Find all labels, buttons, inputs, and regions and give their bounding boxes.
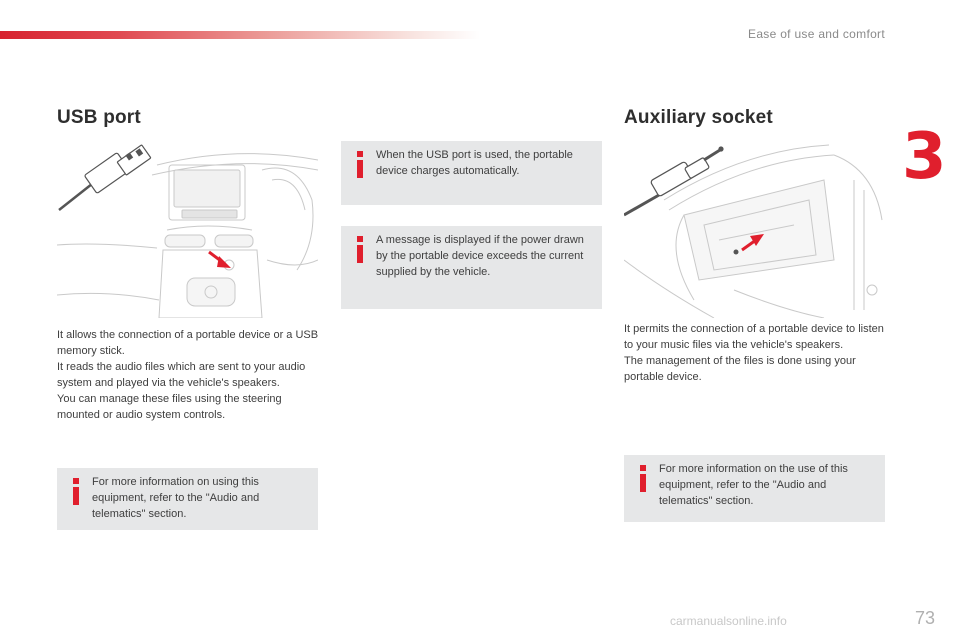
aux-paragraph-1: It permits the connection of a portable device to listen to your music files via the vehicle's speakers. (624, 323, 884, 351)
info-icon (69, 477, 83, 507)
usb-paragraph-2: It reads the audio files which are sent to your audio system and played via the vehicle's speakers. (57, 361, 306, 389)
jack-plug-icon (624, 147, 723, 215)
aux-info-note (624, 455, 885, 522)
chapter-number: 3 (902, 120, 947, 194)
aux-info-text: For more information on the use of this equipment, refer to the "Audio and telematics" section. (659, 463, 848, 507)
header-accent-bar (0, 31, 480, 39)
usb-paragraph-3: You can manage these files using the steering mounted or audio system controls. (57, 393, 282, 421)
aux-section-title: Auxiliary socket (624, 107, 773, 128)
usb-port-illustration (57, 140, 318, 318)
info-icon (353, 235, 367, 265)
info-icon (636, 464, 650, 494)
page-number: 73 (914, 608, 935, 628)
power-warning-text: A message is displayed if the power drawn by the portable device exceeds the current supplied by the vehicle. (376, 234, 584, 278)
chapter-label: Ease of use and comfort (748, 27, 885, 41)
aux-socket-illustration (624, 140, 884, 318)
aux-description (624, 321, 886, 385)
watermark: carmanualsonline.info (670, 614, 787, 628)
info-icon (353, 150, 367, 180)
usb-info-note (57, 468, 318, 530)
usb-charging-text: When the USB port is used, the portable device charges automatically. (376, 149, 573, 177)
aux-paragraph-2: The management of the files is done using your portable device. (624, 355, 856, 383)
usb-description (57, 327, 319, 423)
power-warning-note (341, 226, 602, 309)
usb-charging-note (341, 141, 602, 205)
usb-plug-icon (59, 145, 151, 210)
usb-info-text: For more information on using this equipment, refer to the "Audio and telematics" section. (92, 476, 260, 520)
usb-section-title: USB port (57, 107, 141, 128)
usb-paragraph-1: It allows the connection of a portable device or a USB memory stick. (57, 329, 319, 357)
